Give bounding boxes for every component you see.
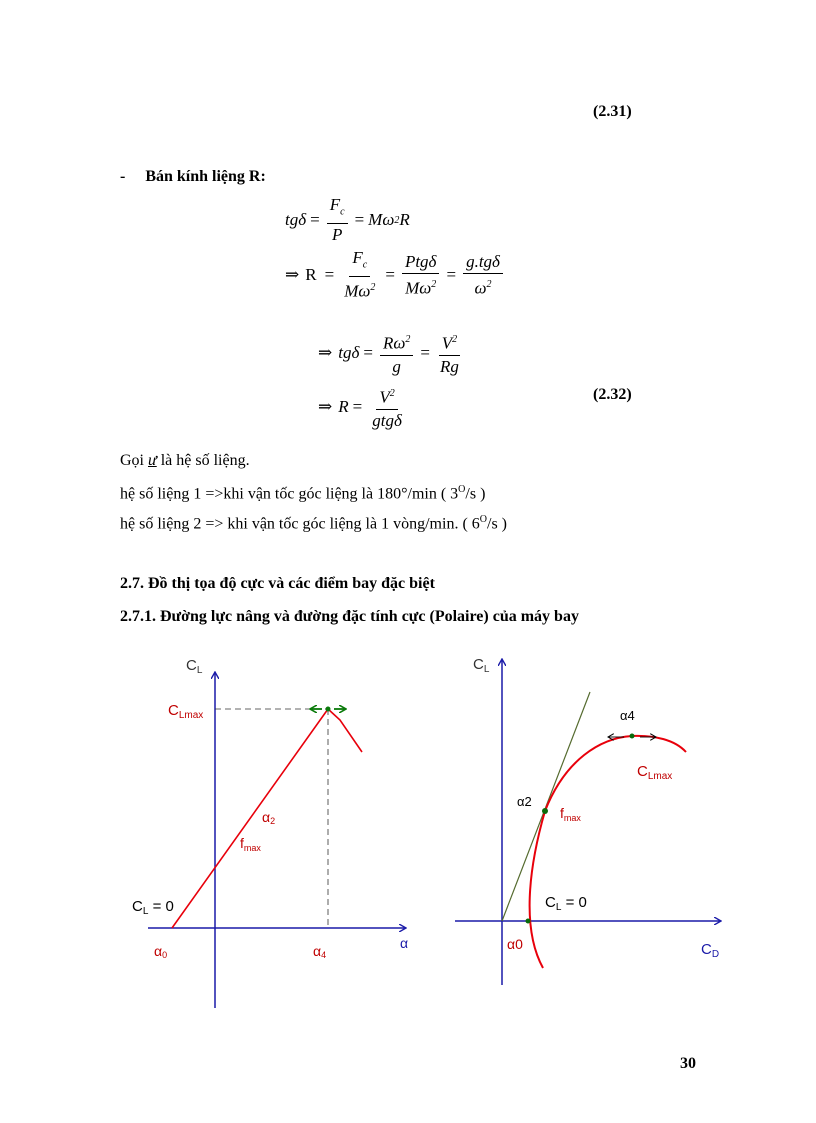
right-clmax-label: $C_{Lmax}$: [637, 763, 673, 782]
sq: 2: [370, 282, 376, 294]
equation-r-final: [318, 384, 408, 431]
line2-post: /s ): [465, 485, 486, 503]
fraction-v-gtg: [369, 384, 405, 431]
line2-sup: O: [458, 484, 466, 495]
r-lhs: R: [338, 397, 349, 417]
left-x-axis-label: α: [400, 935, 409, 951]
polar-curve-chart: [455, 656, 720, 985]
fmax-tangent-point: [542, 808, 548, 814]
right-x-axis-label: $C_D$: [701, 941, 720, 960]
fraction-fc-p: [327, 195, 348, 245]
num-v: V: [379, 387, 390, 407]
sq: 2: [394, 214, 400, 226]
fraction-fc-m: [341, 248, 378, 302]
line3-post: /s ): [487, 515, 507, 533]
implies-sign: ⇒: [285, 265, 300, 285]
page-number: 30: [680, 1055, 696, 1072]
fraction-v-rg: [437, 330, 462, 377]
eq-sign-2: =: [385, 265, 395, 285]
line1-pre: Gọi: [120, 452, 148, 469]
den-p: P: [331, 225, 343, 245]
implies-sign: ⇒: [318, 343, 333, 363]
equation-label-2-31: (2.31): [593, 103, 632, 120]
den-g: g: [392, 356, 401, 376]
sub-c: c: [362, 259, 368, 271]
fraction-gtg: [463, 252, 503, 299]
right-fmax-label: $f_{max}$: [560, 805, 581, 823]
num-f: F: [329, 195, 341, 214]
left-alpha4-label: α4: [313, 943, 327, 960]
eq-sign-2: =: [354, 210, 365, 230]
equation-tg-delta: [285, 195, 410, 245]
eq-sign-3: =: [446, 265, 457, 285]
figure-polar-charts: [0, 640, 816, 1020]
equation-tg-v: [318, 330, 465, 377]
radius-heading: [120, 168, 266, 186]
m-omega: Mω: [368, 210, 395, 230]
lift-curve-chart: [132, 657, 408, 1008]
eq-sign-2: =: [420, 343, 430, 363]
sq: 2: [389, 388, 395, 399]
equation-label-2-32: (2.32): [593, 386, 632, 403]
num-ptg: Ptgδ: [402, 252, 440, 274]
cl0-point: [526, 919, 531, 924]
eq-sign: =: [352, 397, 363, 417]
line3-pre: hệ số liệng 2 => khi vận tốc góc liệng là 1 vòng/min. ( 6: [120, 515, 480, 533]
eq-sign: =: [324, 265, 335, 285]
den-omega: ω: [474, 278, 487, 298]
den-gtg: gtgδ: [372, 410, 402, 430]
den-m-omega: Mω: [405, 278, 432, 298]
eq-lhs: tgδ: [285, 210, 307, 230]
num-r-omega: Rω: [382, 333, 406, 353]
right-alpha2-label: α2: [517, 794, 532, 809]
right-alpha0-label: α0: [507, 936, 523, 952]
num-v: V: [441, 333, 453, 353]
paragraph-line-3: [120, 514, 507, 533]
den-rg: Rg: [439, 356, 459, 376]
r-sym: R: [399, 210, 410, 230]
paragraph-line-2: [120, 484, 485, 503]
clmax-point: [326, 707, 331, 712]
heading-text: Bán kính liệng R:: [145, 168, 266, 185]
paragraph-line-1: [120, 452, 250, 470]
num-f: F: [352, 248, 363, 267]
right-y-axis-label: $C_L$: [473, 656, 490, 675]
left-cl0-label: $C_L = 0$: [132, 898, 174, 917]
line3-sup: O: [479, 514, 487, 525]
line1-symbol: ư: [148, 452, 157, 469]
line1-post: là hệ số liệng.: [156, 452, 250, 469]
right-cl0-label: $C_L = 0$: [545, 894, 587, 913]
left-clmax-label: $C_{Lmax}$: [168, 702, 204, 721]
heading-dash: -: [120, 168, 126, 185]
fraction-r-omega-g: [380, 330, 413, 377]
eq-sign: =: [310, 210, 320, 230]
sq: 2: [486, 278, 492, 290]
left-alpha2-label: α2: [262, 809, 276, 826]
tg-lhs: tgδ: [338, 343, 360, 363]
clmax-point-right: [630, 734, 635, 739]
equation-r-derivation: [285, 248, 506, 302]
right-alpha4-label: α4: [620, 708, 635, 723]
sq: 2: [452, 334, 458, 345]
fraction-ptg: [402, 252, 440, 299]
line2-pre: hệ số liệng 1 =>khi vận tốc góc liệng là 180°/min ( 3: [120, 485, 459, 503]
implies-sign: ⇒: [318, 397, 333, 417]
sq: 2: [431, 278, 437, 290]
sub-c: c: [340, 206, 345, 218]
eq-sign: =: [363, 343, 373, 363]
r-lhs: R: [305, 265, 317, 285]
num-gtg: g.tgδ: [463, 252, 503, 274]
den-m-omega: Mω: [344, 282, 371, 302]
section-heading-2-7: 2.7. Đồ thị tọa độ cực và các điểm bay đặc biệt: [120, 575, 435, 592]
left-alpha0-label: α0: [154, 943, 168, 960]
section-heading-2-7-1: 2.7.1. Đường lực nâng và đường đặc tính cực (Polaire) của máy bay: [120, 608, 579, 625]
sq: 2: [405, 334, 411, 345]
left-fmax-label: $f_{max}$: [240, 835, 261, 853]
left-y-axis-label: $C_L$: [186, 657, 203, 676]
